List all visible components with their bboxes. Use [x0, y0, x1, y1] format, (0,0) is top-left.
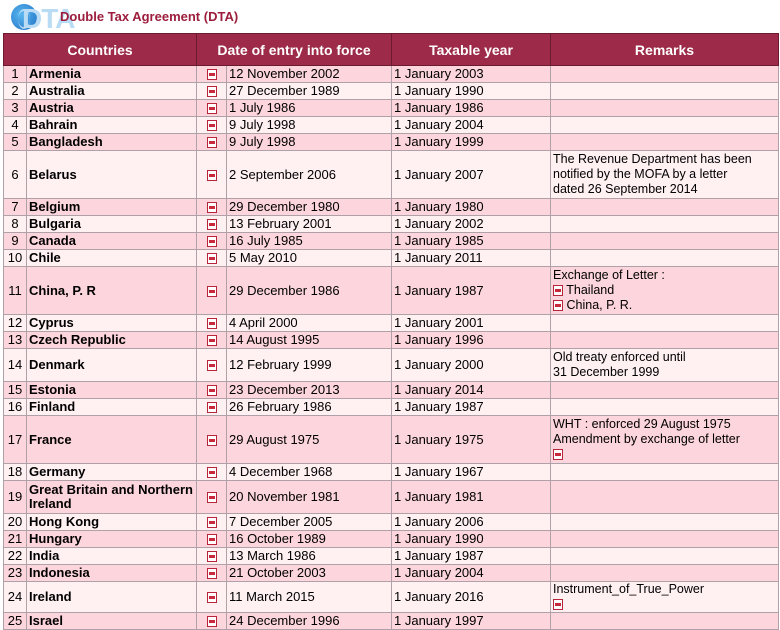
- entry-into-force-date: 29 December 1980: [227, 199, 392, 216]
- row-number: 5: [4, 134, 27, 151]
- taxable-year: 1 January 2000: [392, 349, 551, 382]
- pdf-icon: [207, 551, 217, 562]
- remark-line: 31 December 1999: [553, 365, 660, 379]
- remark-pdf-link[interactable]: [553, 298, 776, 313]
- row-number: 25: [4, 613, 27, 630]
- entry-into-force-date: 1 July 1986: [227, 100, 392, 117]
- country-name: Bulgaria: [27, 216, 197, 233]
- taxable-year: 1 January 2002: [392, 216, 551, 233]
- country-name: Ireland: [27, 582, 197, 613]
- entry-into-force-date: 21 October 2003: [227, 565, 392, 582]
- row-number: 1: [4, 66, 27, 83]
- remarks-cell: [551, 315, 779, 332]
- agreement-pdf-link[interactable]: [197, 100, 227, 117]
- pdf-icon: [207, 236, 217, 247]
- pdf-icon: [207, 335, 217, 346]
- dta-logo: [8, 1, 75, 34]
- pdf-icon: [207, 517, 217, 528]
- entry-into-force-date: 20 November 1981: [227, 481, 392, 514]
- remarks-cell: [551, 416, 779, 464]
- table-row: [4, 531, 779, 548]
- table-row: [4, 66, 779, 83]
- remarks-cell: [551, 117, 779, 134]
- pdf-icon: [207, 202, 217, 213]
- table-header-row: [4, 34, 779, 66]
- entry-into-force-date: 5 May 2010: [227, 250, 392, 267]
- table-row: [4, 416, 779, 464]
- remarks-cell: [551, 267, 779, 315]
- taxable-year: 1 January 1986: [392, 100, 551, 117]
- taxable-year: 1 January 1980: [392, 199, 551, 216]
- remarks-cell: [551, 565, 779, 582]
- remarks-cell: [551, 464, 779, 481]
- remark-line: notified by the MOFA by a letter: [553, 167, 728, 181]
- country-name: Hungary: [27, 531, 197, 548]
- entry-into-force-date: 12 February 1999: [227, 349, 392, 382]
- country-name: Belgium: [27, 199, 197, 216]
- remarks-cell: [551, 151, 779, 199]
- agreement-pdf-link[interactable]: [197, 382, 227, 399]
- taxable-year: 1 January 1981: [392, 481, 551, 514]
- remark-link-label: Thailand: [566, 283, 615, 297]
- country-name: Denmark: [27, 349, 197, 382]
- country-name: Bahrain: [27, 117, 197, 134]
- entry-into-force-date: 16 July 1985: [227, 233, 392, 250]
- pdf-icon: [207, 616, 217, 627]
- taxable-year: 1 January 1999: [392, 134, 551, 151]
- row-number: 10: [4, 250, 27, 267]
- remarks-cell: [551, 199, 779, 216]
- entry-into-force-date: 12 November 2002: [227, 66, 392, 83]
- agreement-pdf-link[interactable]: [197, 514, 227, 531]
- table-row: [4, 332, 779, 349]
- remarks-cell: [551, 531, 779, 548]
- agreement-pdf-link[interactable]: [197, 399, 227, 416]
- row-number: 9: [4, 233, 27, 250]
- pdf-icon: [207, 385, 217, 396]
- remark-line: The Revenue Department has been: [553, 152, 752, 166]
- row-number: 20: [4, 514, 27, 531]
- entry-into-force-date: 14 August 1995: [227, 332, 392, 349]
- row-number: 16: [4, 399, 27, 416]
- logo-text: DTA: [22, 3, 75, 34]
- header-remarks: Remarks: [551, 34, 779, 66]
- agreement-pdf-link[interactable]: [197, 548, 227, 565]
- agreement-pdf-link[interactable]: [197, 481, 227, 514]
- row-number: 12: [4, 315, 27, 332]
- table-row: [4, 134, 779, 151]
- agreement-pdf-link[interactable]: [197, 216, 227, 233]
- remarks-cell: [551, 83, 779, 100]
- entry-into-force-date: 27 December 1989: [227, 83, 392, 100]
- agreement-pdf-link[interactable]: [197, 416, 227, 464]
- remarks-cell: [551, 481, 779, 514]
- taxable-year: 1 January 1990: [392, 531, 551, 548]
- country-name: Indonesia: [27, 565, 197, 582]
- country-name: Armenia: [27, 66, 197, 83]
- pdf-icon: [207, 360, 217, 371]
- pdf-icon: [207, 137, 217, 148]
- pdf-icon: [207, 318, 217, 329]
- agreement-pdf-link[interactable]: [197, 250, 227, 267]
- entry-into-force-date: 11 March 2015: [227, 582, 392, 613]
- row-number: 13: [4, 332, 27, 349]
- entry-into-force-date: 4 April 2000: [227, 315, 392, 332]
- pdf-icon: [207, 120, 217, 131]
- pdf-icon: [207, 286, 217, 297]
- remark-line: Instrument_of_True_Power: [553, 582, 705, 596]
- header-taxable-year: Taxable year: [392, 34, 551, 66]
- table-row: [4, 83, 779, 100]
- taxable-year: 1 January 2001: [392, 315, 551, 332]
- table-row: [4, 565, 779, 582]
- header-date: Date of entry into force: [197, 34, 392, 66]
- table-row: [4, 100, 779, 117]
- row-number: 11: [4, 267, 27, 315]
- row-number: 18: [4, 464, 27, 481]
- taxable-year: 1 January 1987: [392, 399, 551, 416]
- taxable-year: 1 January 2011: [392, 250, 551, 267]
- remark-line: Exchange of Letter :: [553, 268, 665, 282]
- taxable-year: 1 January 2007: [392, 151, 551, 199]
- row-number: 8: [4, 216, 27, 233]
- row-number: 6: [4, 151, 27, 199]
- page-header: [0, 0, 780, 33]
- agreement-pdf-link[interactable]: [197, 66, 227, 83]
- remarks-cell: [551, 250, 779, 267]
- country-name: Austria: [27, 100, 197, 117]
- entry-into-force-date: 29 August 1975: [227, 416, 392, 464]
- table-row: [4, 267, 779, 315]
- pdf-icon: [207, 568, 217, 579]
- taxable-year: 1 January 2004: [392, 565, 551, 582]
- header-countries: Countries: [4, 34, 197, 66]
- entry-into-force-date: 9 July 1998: [227, 117, 392, 134]
- entry-into-force-date: 9 July 1998: [227, 134, 392, 151]
- table-row: [4, 315, 779, 332]
- agreement-pdf-link[interactable]: [197, 315, 227, 332]
- pdf-icon[interactable]: [553, 449, 563, 460]
- entry-into-force-date: 26 February 1986: [227, 399, 392, 416]
- taxable-year: 1 January 2014: [392, 382, 551, 399]
- remark-line: WHT : enforced 29 August 1975: [553, 417, 731, 431]
- taxable-year: 1 January 1987: [392, 548, 551, 565]
- agreement-pdf-link[interactable]: [197, 464, 227, 481]
- row-number: 22: [4, 548, 27, 565]
- row-number: 19: [4, 481, 27, 514]
- pdf-icon: [207, 402, 217, 413]
- country-name: Chile: [27, 250, 197, 267]
- taxable-year: 1 January 1967: [392, 464, 551, 481]
- pdf-icon: [207, 103, 217, 114]
- country-name: France: [27, 416, 197, 464]
- row-number: 14: [4, 349, 27, 382]
- row-number: 15: [4, 382, 27, 399]
- pdf-icon: [207, 253, 217, 264]
- remark-line: dated 26 September 2014: [553, 182, 698, 196]
- agreement-pdf-link[interactable]: [197, 233, 227, 250]
- remarks-cell: [551, 233, 779, 250]
- remarks-cell: [551, 548, 779, 565]
- entry-into-force-date: 13 February 2001: [227, 216, 392, 233]
- table-row: [4, 464, 779, 481]
- remark-line: Amendment by exchange of letter: [553, 432, 740, 446]
- entry-into-force-date: 23 December 2013: [227, 382, 392, 399]
- country-name: Canada: [27, 233, 197, 250]
- country-name: Germany: [27, 464, 197, 481]
- remarks-cell: [551, 613, 779, 630]
- remarks-cell: [551, 66, 779, 83]
- table-row: [4, 250, 779, 267]
- pdf-icon[interactable]: [553, 599, 563, 610]
- remark-line: Old treaty enforced until: [553, 350, 686, 364]
- taxable-year: 1 January 2003: [392, 66, 551, 83]
- agreement-pdf-link[interactable]: [197, 117, 227, 134]
- table-row: [4, 151, 779, 199]
- pdf-icon: [207, 170, 217, 181]
- entry-into-force-date: 24 December 1996: [227, 613, 392, 630]
- taxable-year: 1 January 1997: [392, 613, 551, 630]
- pdf-icon: [207, 219, 217, 230]
- entry-into-force-date: 2 September 2006: [227, 151, 392, 199]
- pdf-icon: [207, 492, 217, 503]
- dta-table: [3, 33, 779, 630]
- entry-into-force-date: 16 October 1989: [227, 531, 392, 548]
- table-row: [4, 233, 779, 250]
- pdf-icon: [553, 285, 563, 296]
- agreement-pdf-link[interactable]: [197, 83, 227, 100]
- country-name: Czech Republic: [27, 332, 197, 349]
- row-number: 7: [4, 199, 27, 216]
- pdf-icon: [553, 300, 563, 311]
- row-number: 24: [4, 582, 27, 613]
- table-row: [4, 613, 779, 630]
- taxable-year: 1 January 2006: [392, 514, 551, 531]
- taxable-year: 1 January 1996: [392, 332, 551, 349]
- remarks-cell: [551, 349, 779, 382]
- remark-link-label: China, P. R.: [566, 298, 633, 312]
- row-number: 23: [4, 565, 27, 582]
- taxable-year: 1 January 1985: [392, 233, 551, 250]
- table-row: [4, 399, 779, 416]
- table-row: [4, 514, 779, 531]
- remarks-cell: [551, 332, 779, 349]
- taxable-year: 1 January 1975: [392, 416, 551, 464]
- table-row: [4, 117, 779, 134]
- agreement-pdf-link[interactable]: [197, 582, 227, 613]
- entry-into-force-date: 29 December 1986: [227, 267, 392, 315]
- agreement-pdf-link[interactable]: [197, 151, 227, 199]
- country-name: China, P. R: [27, 267, 197, 315]
- row-number: 4: [4, 117, 27, 134]
- pdf-icon: [207, 69, 217, 80]
- row-number: 2: [4, 83, 27, 100]
- country-name: Bangladesh: [27, 134, 197, 151]
- agreement-pdf-link[interactable]: [197, 332, 227, 349]
- taxable-year: 1 January 1987: [392, 267, 551, 315]
- country-name: Estonia: [27, 382, 197, 399]
- row-number: 3: [4, 100, 27, 117]
- entry-into-force-date: 7 December 2005: [227, 514, 392, 531]
- agreement-pdf-link[interactable]: [197, 199, 227, 216]
- taxable-year: 1 January 2016: [392, 582, 551, 613]
- agreement-pdf-link[interactable]: [197, 531, 227, 548]
- country-name: Great Britain and Northern Ireland: [27, 481, 197, 514]
- agreement-pdf-link[interactable]: [197, 613, 227, 630]
- page-title: Double Tax Agreement (DTA): [60, 9, 239, 24]
- taxable-year: 1 January 1990: [392, 83, 551, 100]
- remarks-cell: [551, 216, 779, 233]
- table-row: [4, 382, 779, 399]
- pdf-icon: [207, 467, 217, 478]
- table-row: [4, 582, 779, 613]
- table-row: [4, 199, 779, 216]
- row-number: 17: [4, 416, 27, 464]
- agreement-pdf-link[interactable]: [197, 267, 227, 315]
- pdf-icon: [207, 435, 217, 446]
- pdf-icon: [207, 86, 217, 97]
- country-name: Australia: [27, 83, 197, 100]
- remarks-cell: [551, 582, 779, 613]
- agreement-pdf-link[interactable]: [197, 134, 227, 151]
- remarks-cell: [551, 134, 779, 151]
- country-name: Hong Kong: [27, 514, 197, 531]
- table-row: [4, 349, 779, 382]
- country-name: Israel: [27, 613, 197, 630]
- remarks-cell: [551, 382, 779, 399]
- country-name: India: [27, 548, 197, 565]
- row-number: 21: [4, 531, 27, 548]
- table-row: [4, 216, 779, 233]
- remarks-cell: [551, 399, 779, 416]
- country-name: Cyprus: [27, 315, 197, 332]
- agreement-pdf-link[interactable]: [197, 349, 227, 382]
- table-row: [4, 548, 779, 565]
- pdf-icon: [207, 534, 217, 545]
- country-name: Belarus: [27, 151, 197, 199]
- remark-pdf-link[interactable]: [553, 283, 776, 298]
- country-name: Finland: [27, 399, 197, 416]
- entry-into-force-date: 4 December 1968: [227, 464, 392, 481]
- pdf-icon: [207, 592, 217, 603]
- remarks-cell: [551, 100, 779, 117]
- entry-into-force-date: 13 March 1986: [227, 548, 392, 565]
- remarks-cell: [551, 514, 779, 531]
- taxable-year: 1 January 2004: [392, 117, 551, 134]
- table-row: [4, 481, 779, 514]
- agreement-pdf-link[interactable]: [197, 565, 227, 582]
